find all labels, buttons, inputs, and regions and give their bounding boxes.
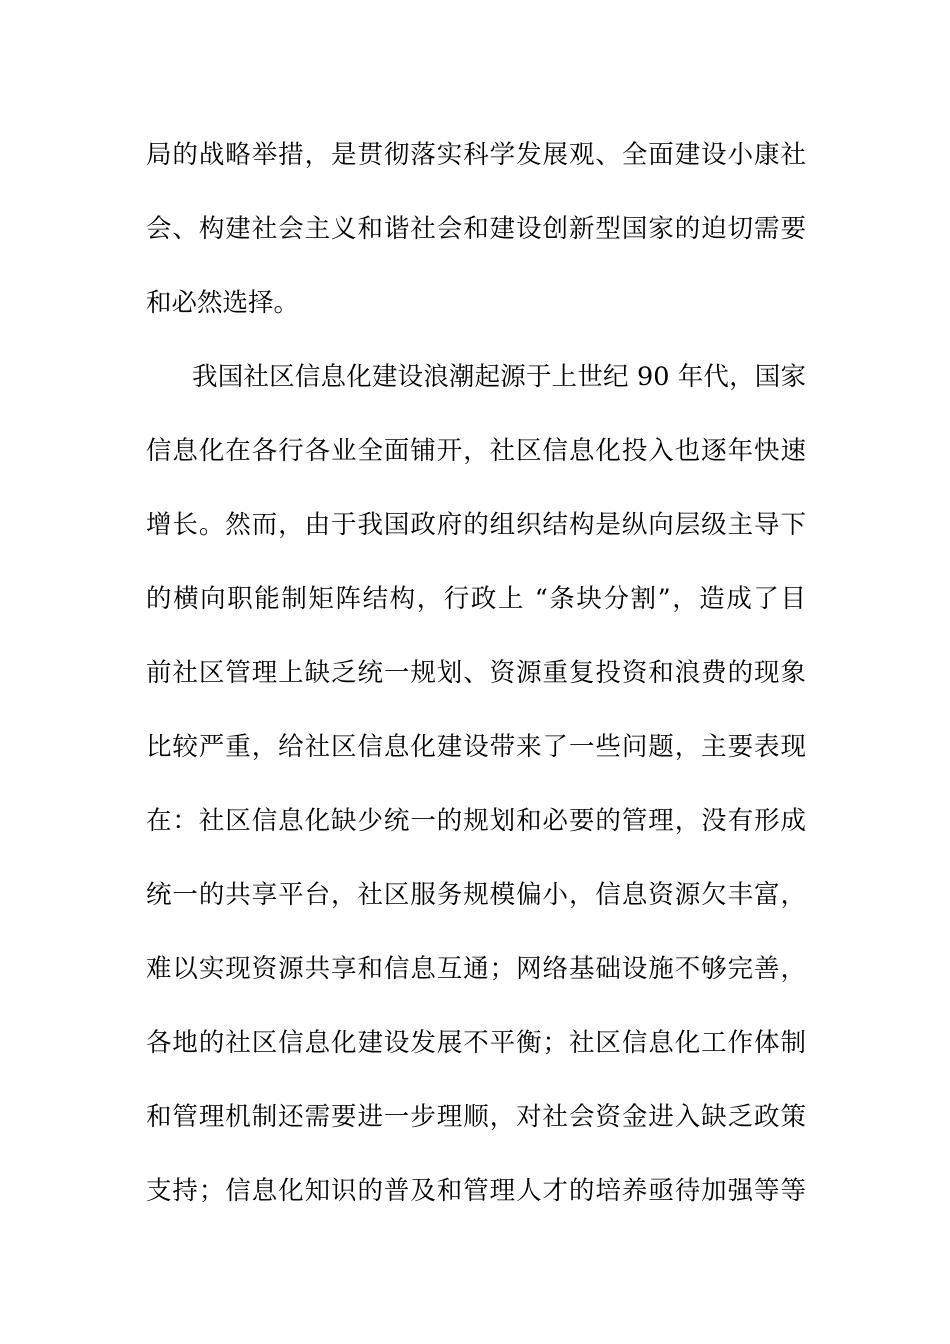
text-line: 各地的社区信息化建设发展不平衡；社区信息化工作体制 <box>146 1028 806 1058</box>
text-line: 增长。然而，由于我国政府的组织结构是纵向层级主导下 <box>146 510 806 540</box>
text-line: 信息化在各行各业全面铺开，社区信息化投入也逐年快速 <box>146 436 806 466</box>
text-line: 会、构建社会主义和谐社会和建设创新型国家的迫切需要 <box>146 214 806 244</box>
text-line: 的横向职能制矩阵结构，行政上 “条块分割”，造成了目 <box>146 584 806 614</box>
text-line: 和管理机制还需要进一步理顺，对社会资金进入缺乏政策 <box>146 1102 806 1132</box>
text-line: 在：社区信息化缺少统一的规划和必要的管理，没有形成 <box>146 806 806 836</box>
text-line: 支持；信息化知识的普及和管理人才的培养亟待加强等等 <box>146 1176 806 1206</box>
text-line: 前社区管理上缺乏统一规划、资源重复投资和浪费的现象 <box>146 658 806 688</box>
text-line: 和必然选择。 <box>146 288 300 318</box>
text-line: 难以实现资源共享和信息互通；网络基础设施不够完善， <box>146 954 806 984</box>
text-line: 比较严重，给社区信息化建设带来了一些问题，主要表现 <box>146 732 806 762</box>
text-line: 统一的共享平台，社区服务规模偏小，信息资源欠丰富， <box>146 880 806 910</box>
text-line: 局的战略举措，是贯彻落实科学发展观、全面建设小康社 <box>146 140 806 170</box>
text-line: 我国社区信息化建设浪潮起源于上世纪 90 年代，国家 <box>192 362 806 392</box>
